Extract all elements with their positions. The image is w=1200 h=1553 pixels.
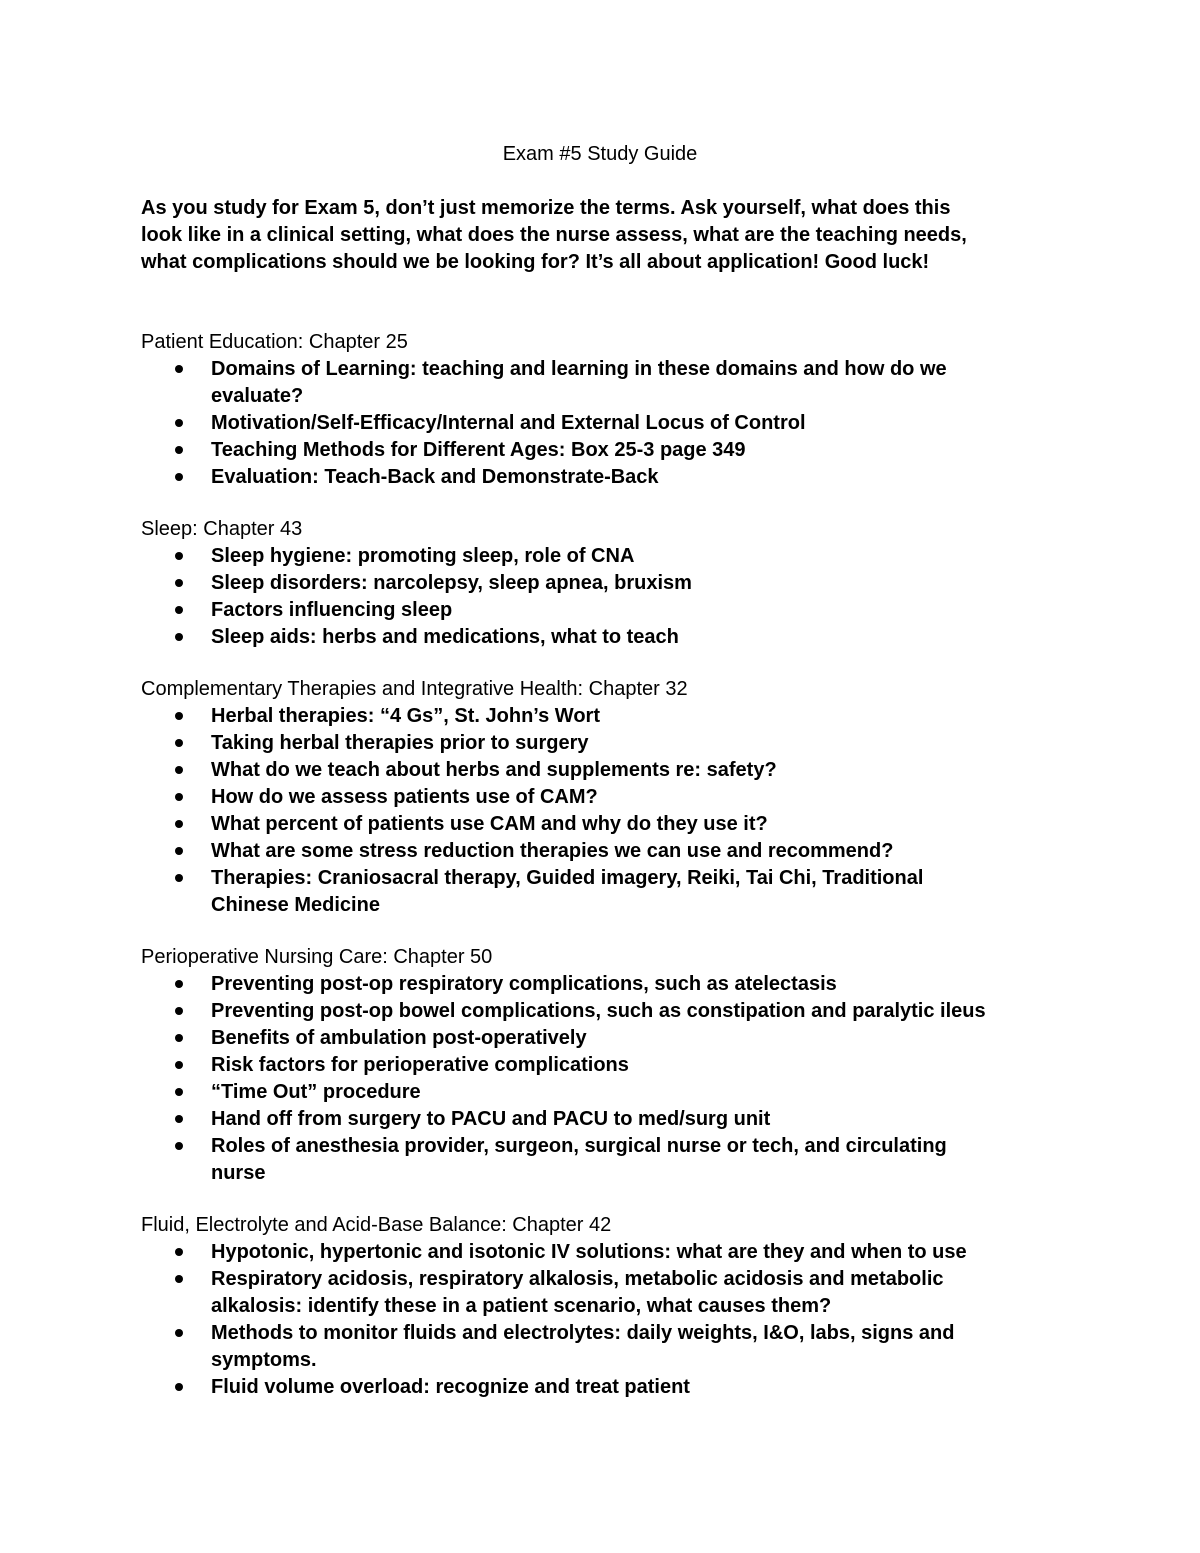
item-text: Sleep disorders: narcolepsy, sleep apnea, bruxism xyxy=(211,572,692,594)
list-item xyxy=(141,597,1071,624)
item-text: Factors influencing sleep xyxy=(211,599,453,621)
list-item xyxy=(141,570,1071,597)
item-text: Fluid volume overload: recognize and treat patient xyxy=(211,1376,690,1398)
item-text: Sleep hygiene: promoting sleep, role of CNA xyxy=(211,545,635,567)
list-item xyxy=(141,356,1071,410)
list-item xyxy=(141,1266,1071,1320)
bullet-icon xyxy=(175,1383,183,1391)
list-item xyxy=(141,624,1071,651)
bullet-list xyxy=(141,1239,1071,1401)
item-text: Preventing post-op respiratory complications, such as atelectasis xyxy=(211,973,837,995)
item-text: What percent of patients use CAM and why do they use it? xyxy=(211,813,768,835)
bullet-icon xyxy=(175,579,183,587)
item-text: Chinese Medicine xyxy=(211,894,380,916)
bullet-icon xyxy=(175,1007,183,1015)
section-patient-education xyxy=(141,329,1071,491)
item-text: symptoms. xyxy=(211,1349,317,1371)
section-sleep xyxy=(141,516,1071,651)
intro-line: look like in a clinical setting, what does the nurse assess, what are the teaching needs, xyxy=(141,224,967,246)
bullet-icon xyxy=(175,552,183,560)
list-item xyxy=(141,1320,1071,1374)
list-item xyxy=(141,703,1071,730)
bullet-icon xyxy=(175,847,183,855)
bullet-icon xyxy=(175,1142,183,1150)
bullet-icon xyxy=(175,1329,183,1337)
bullet-icon xyxy=(175,820,183,828)
bullet-icon xyxy=(175,473,183,481)
section-perioperative-care xyxy=(141,944,1071,1187)
bullet-list xyxy=(141,543,1071,651)
item-text: What are some stress reduction therapies we can use and recommend? xyxy=(211,840,894,862)
intro-line: As you study for Exam 5, don’t just memorize the terms. Ask yourself, what does this xyxy=(141,197,951,219)
item-text: evaluate? xyxy=(211,385,304,407)
item-text: Hypotonic, hypertonic and isotonic IV solutions: what are they and when to use xyxy=(211,1241,967,1263)
bullet-list xyxy=(141,703,1071,919)
list-item xyxy=(141,811,1071,838)
page-title: Exam #5 Study Guide xyxy=(502,143,698,165)
bullet-icon xyxy=(175,1275,183,1283)
bullet-icon xyxy=(175,1248,183,1256)
section-heading: Patient Education: Chapter 25 xyxy=(141,331,408,353)
item-text: Hand off from surgery to PACU and PACU to med/surg unit xyxy=(211,1108,771,1130)
item-text: Domains of Learning: teaching and learning in these domains and how do we xyxy=(211,358,947,380)
bullet-icon xyxy=(175,365,183,373)
bullet-icon xyxy=(175,1088,183,1096)
list-item xyxy=(141,784,1071,811)
intro-line: what complications should we be looking for? It’s all about application! Good luck! xyxy=(141,251,930,273)
bullet-icon xyxy=(175,712,183,720)
item-text: Benefits of ambulation post-operatively xyxy=(211,1027,587,1049)
section-heading: Sleep: Chapter 43 xyxy=(141,518,303,540)
bullet-icon xyxy=(175,419,183,427)
bullet-icon xyxy=(175,1061,183,1069)
section-fluid-electrolyte xyxy=(141,1212,1071,1401)
list-item xyxy=(141,1025,1071,1052)
section-complementary-therapies xyxy=(141,676,1071,919)
bullet-icon xyxy=(175,980,183,988)
list-item xyxy=(141,998,1071,1025)
item-text: “Time Out” procedure xyxy=(211,1081,421,1103)
bullet-icon xyxy=(175,874,183,882)
list-item xyxy=(141,757,1071,784)
bullet-icon xyxy=(175,766,183,774)
intro-paragraph xyxy=(141,195,1051,276)
bullet-icon xyxy=(175,633,183,641)
list-item xyxy=(141,410,1071,437)
list-item xyxy=(141,464,1071,491)
item-text: Roles of anesthesia provider, surgeon, surgical nurse or tech, and circulating xyxy=(211,1135,947,1157)
bullet-icon xyxy=(175,606,183,614)
item-text: Teaching Methods for Different Ages: Box 25-3 page 349 xyxy=(211,439,746,461)
bullet-icon xyxy=(175,793,183,801)
bullet-list xyxy=(141,356,1071,491)
item-text: What do we teach about herbs and supplements re: safety? xyxy=(211,759,777,781)
list-item xyxy=(141,838,1071,865)
item-text: Taking herbal therapies prior to surgery xyxy=(211,732,589,754)
section-heading: Fluid, Electrolyte and Acid-Base Balance: Chapter 42 xyxy=(141,1214,612,1236)
list-item xyxy=(141,1239,1071,1266)
item-text: Herbal therapies: “4 Gs”, St. John’s Wort xyxy=(211,705,600,727)
list-item xyxy=(141,1133,1071,1187)
list-item xyxy=(141,1079,1071,1106)
bullet-icon xyxy=(175,1115,183,1123)
item-text: Preventing post-op bowel complications, such as constipation and paralytic ileus xyxy=(211,1000,986,1022)
list-item xyxy=(141,865,1071,919)
item-text: Sleep aids: herbs and medications, what to teach xyxy=(211,626,679,648)
section-heading: Perioperative Nursing Care: Chapter 50 xyxy=(141,946,493,968)
section-heading: Complementary Therapies and Integrative Health: Chapter 32 xyxy=(141,678,688,700)
bullet-icon xyxy=(175,739,183,747)
list-item xyxy=(141,437,1071,464)
item-text: nurse xyxy=(211,1162,266,1184)
item-text: alkalosis: identify these in a patient scenario, what causes them? xyxy=(211,1295,832,1317)
bullet-list xyxy=(141,971,1071,1187)
list-item xyxy=(141,730,1071,757)
item-text: Risk factors for perioperative complications xyxy=(211,1054,629,1076)
item-text: Methods to monitor fluids and electrolytes: daily weights, I&O, labs, signs and xyxy=(211,1322,955,1344)
bullet-icon xyxy=(175,1034,183,1042)
item-text: How do we assess patients use of CAM? xyxy=(211,786,598,808)
item-text: Respiratory acidosis, respiratory alkalosis, metabolic acidosis and metabolic xyxy=(211,1268,944,1290)
bullet-icon xyxy=(175,446,183,454)
list-item xyxy=(141,971,1071,998)
item-text: Motivation/Self-Efficacy/Internal and External Locus of Control xyxy=(211,412,806,434)
list-item xyxy=(141,1052,1071,1079)
list-item xyxy=(141,1374,1071,1401)
item-text: Therapies: Craniosacral therapy, Guided imagery, Reiki, Tai Chi, Traditional xyxy=(211,867,924,889)
list-item xyxy=(141,543,1071,570)
list-item xyxy=(141,1106,1071,1133)
item-text: Evaluation: Teach-Back and Demonstrate-Back xyxy=(211,466,659,488)
